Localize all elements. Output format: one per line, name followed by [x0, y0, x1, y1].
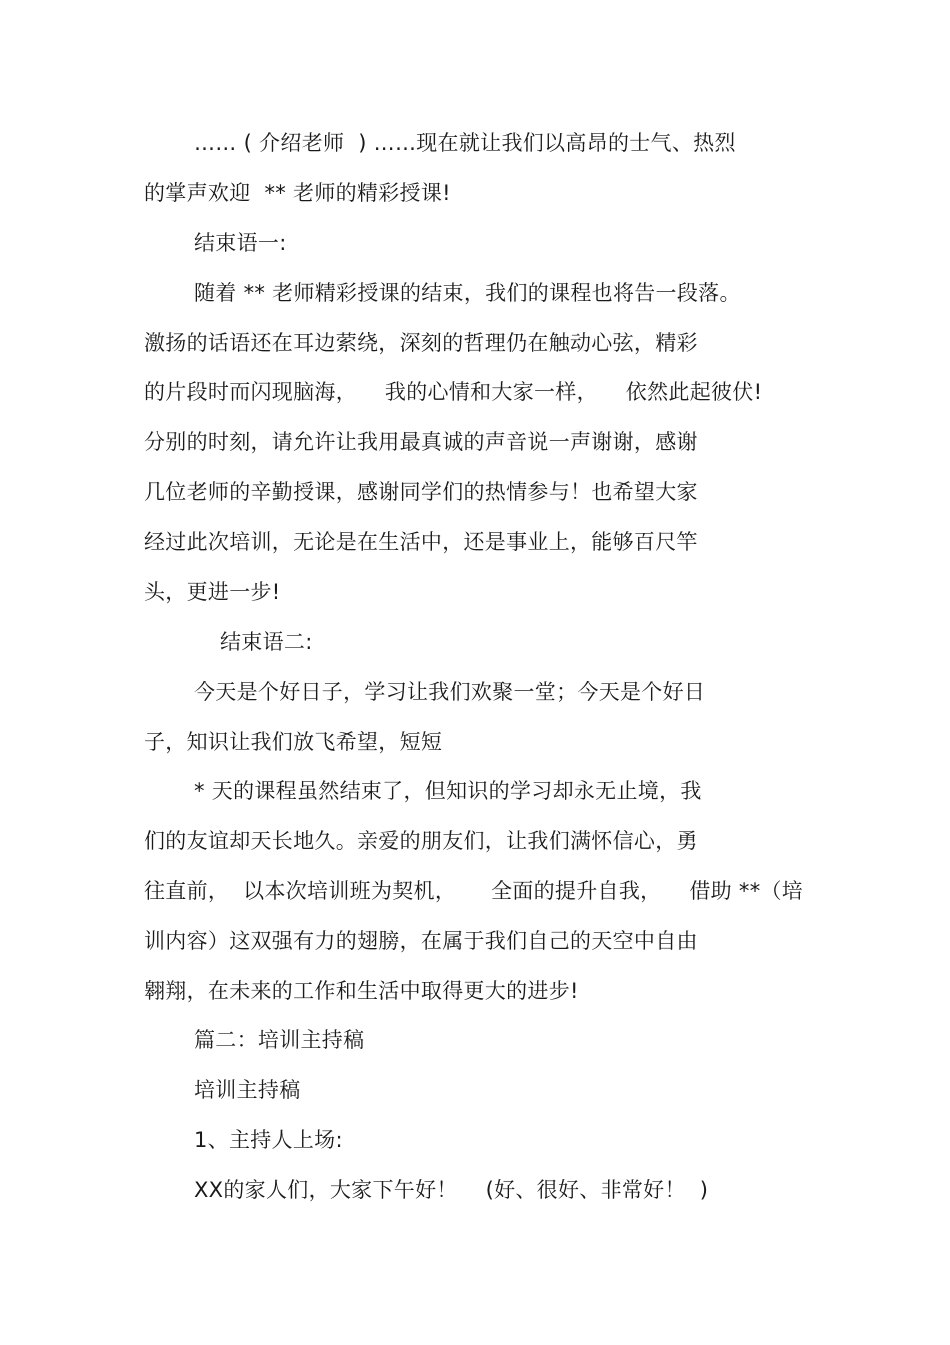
text-line: 1、主持人上场:: [194, 1128, 343, 1152]
text-line: * 天的课程虽然结束了，但知识的学习却永无止境，我: [194, 779, 702, 803]
text-line: 们的友谊却天长地久。亲爱的朋友们，让我们满怀信心，勇: [144, 829, 698, 853]
text-line: 经过此次培训，无论是在生活中，还是事业上，能够百尺竿: [144, 530, 698, 554]
text-line: 的掌声欢迎 ** 老师的精彩授课!: [144, 181, 451, 205]
text-line: 的片段时而闪现脑海， 我的心情和大家一样， 依然此起彼伏!: [144, 380, 763, 404]
text-line: 往直前， 以本次培训班为契机， 全面的提升自我， 借助 **（培: [144, 879, 804, 903]
text-line: 随着 ** 老师精彩授课的结束，我们的课程也将告一段落。: [194, 281, 741, 305]
text-line: 今天是个好日子，学习让我们欢聚一堂；今天是个好日: [194, 680, 706, 704]
text-line: 翱翔，在未来的工作和生活中取得更大的进步!: [144, 979, 579, 1003]
text-line: 头，更进一步!: [144, 580, 281, 604]
text-line: 训内容）这双强有力的翅膀，在属于我们自己的天空中自由: [144, 929, 698, 953]
text-line: …… ( 介绍老师 ) ……现在就让我们以高昂的士气、热烈: [194, 131, 736, 155]
text-line: 几位老师的辛勤授课，感谢同学们的热情参与！也希望大家: [144, 480, 698, 504]
section-heading: 培训主持稿: [194, 1078, 301, 1102]
section-heading: 结束语二:: [220, 630, 313, 654]
text-line: 激扬的话语还在耳边萦绕，深刻的哲理仍在触动心弦，精彩: [144, 331, 698, 355]
section-heading: 结束语一:: [194, 231, 287, 255]
section-heading: 篇二：培训主持稿: [194, 1028, 365, 1052]
text-line: 子，知识让我们放飞希望，短短: [144, 730, 443, 754]
text-line: 分别的时刻，请允许让我用最真诚的声音说一声谢谢，感谢: [144, 430, 698, 454]
text-line: XX的家人们，大家下午好！ (好、很好、非常好！ ): [194, 1178, 709, 1202]
